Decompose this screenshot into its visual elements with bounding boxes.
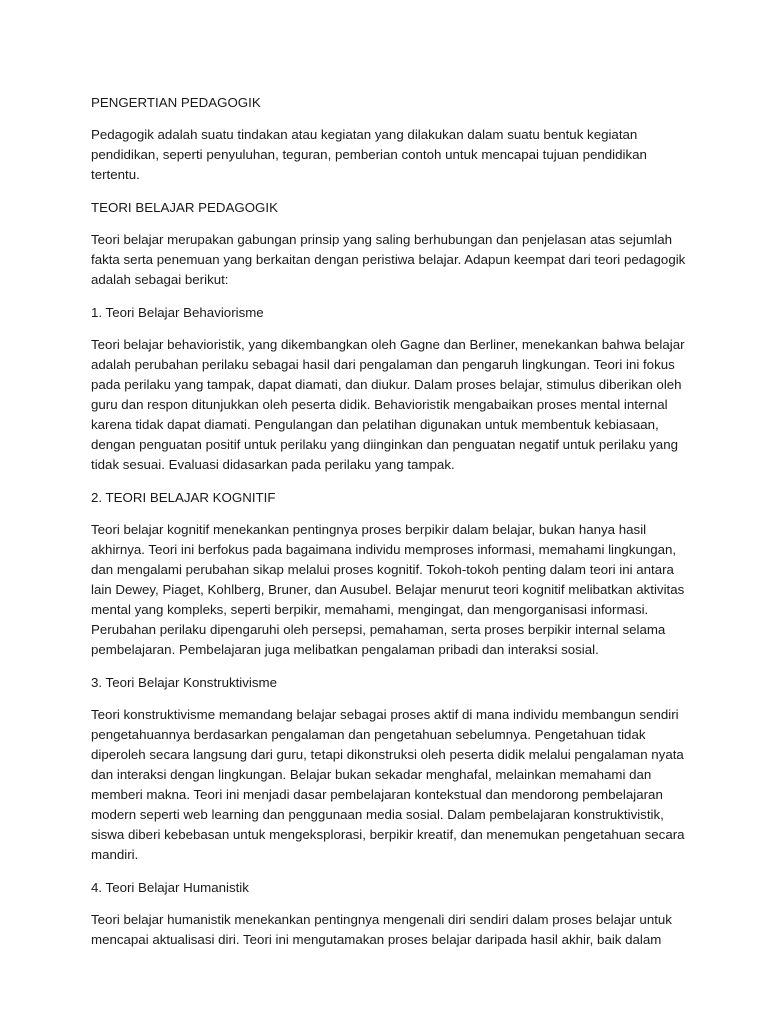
paragraph-behaviorisme: Teori belajar behavioristik, yang dikembangkan oleh Gagne dan Berliner, menekankan bahwa belajar adalah perubahan perilaku sebagai hasil dari pengalaman dan pengaruh lingkungan. Teori ini fokus pada perilaku yang tampak, dapat diamati, dan diukur. Dalam proses belajar, stimulus diberikan oleh guru dan respon ditunjukkan oleh peserta didik. Behavioristik mengabaikan proses mental internal karena tidak dapat diamati. Pengulangan dan pelatihan digunakan untuk membentuk kebiasaan, dengan penguatan positif untuk perilaku yang diinginkan dan penguatan negatif untuk perilaku yang tidak sesuai. Evaluasi didasarkan pada perilaku yang tampak.	[91, 337, 685, 472]
section-heading-pengertian: PENGERTIAN PEDAGOGIK	[91, 95, 261, 110]
document-body	[91, 93, 691, 963]
section-heading-humanistik: 4. Teori Belajar Humanistik	[91, 880, 249, 895]
paragraph-humanistik: Teori belajar humanistik menekankan pentingnya mengenali diri sendiri dalam proses belajar untuk mencapai aktualisasi diri. Teori ini mengutamakan proses belajar daripada hasil akhir, baik dalam	[91, 912, 672, 947]
section-heading-konstruktivisme: 3. Teori Belajar Konstruktivisme	[91, 675, 277, 690]
section-heading-teori-belajar: TEORI BELAJAR PEDAGOGIK	[91, 200, 278, 215]
section-heading-behaviorisme: 1. Teori Belajar Behaviorisme	[91, 305, 264, 320]
section-heading-kognitif: 2. TEORI BELAJAR KOGNITIF	[91, 490, 276, 505]
paragraph-kognitif: Teori belajar kognitif menekankan pentingnya proses berpikir dalam belajar, bukan hanya hasil akhirnya. Teori ini berfokus pada bagaimana individu memproses informasi, memahami lingkungan, dan mengalami perubahan sikap melalui proses kognitif. Tokoh-tokoh penting dalam teori ini antara lain Dewey, Piaget, Kohlberg, Bruner, dan Ausubel. Belajar menurut teori kognitif melibatkan aktivitas mental yang kompleks, seperti berpikir, memahami, mengingat, dan mengorganisasi informasi. Perubahan perilaku dipengaruhi oleh persepsi, pemahaman, serta proses berpikir internal selama pembelajaran. Pembelajaran juga melibatkan pengalaman pribadi dan interaksi sosial.	[91, 522, 685, 657]
paragraph-konstruktivisme: Teori konstruktivisme memandang belajar sebagai proses aktif di mana individu membangun sendiri pengetahuannya berdasarkan pengalaman dan pengetahuan sebelumnya. Pengetahuan tidak diperoleh secara langsung dari guru, tetapi dikonstruksi oleh peserta didik melalui pengalaman nyata dan interaksi dengan lingkungan. Belajar bukan sekadar menghafal, melainkan memahami dan memberi makna. Teori ini menjadi dasar pembelajaran kontekstual dan mendorong pembelajaran modern seperti web learning dan penggunaan media sosial. Dalam pembelajaran konstruktivistik, siswa diberi kebebasan untuk mengeksplorasi, berpikir kreatif, dan menemukan pengetahuan secara mandiri.	[91, 707, 685, 862]
paragraph-pengertian: Pedagogik adalah suatu tindakan atau kegiatan yang dilakukan dalam suatu bentuk kegiatan pendidikan, seperti penyuluhan, teguran, pemberian contoh untuk mencapai tujuan pendidikan tertentu.	[91, 127, 647, 182]
paragraph-teori-belajar: Teori belajar merupakan gabungan prinsip yang saling berhubungan dan penjelasan atas sejumlah fakta serta penemuan yang berkaitan dengan peristiwa belajar. Adapun keempat dari teori pedagogik adalah sebagai berikut:	[91, 232, 686, 287]
